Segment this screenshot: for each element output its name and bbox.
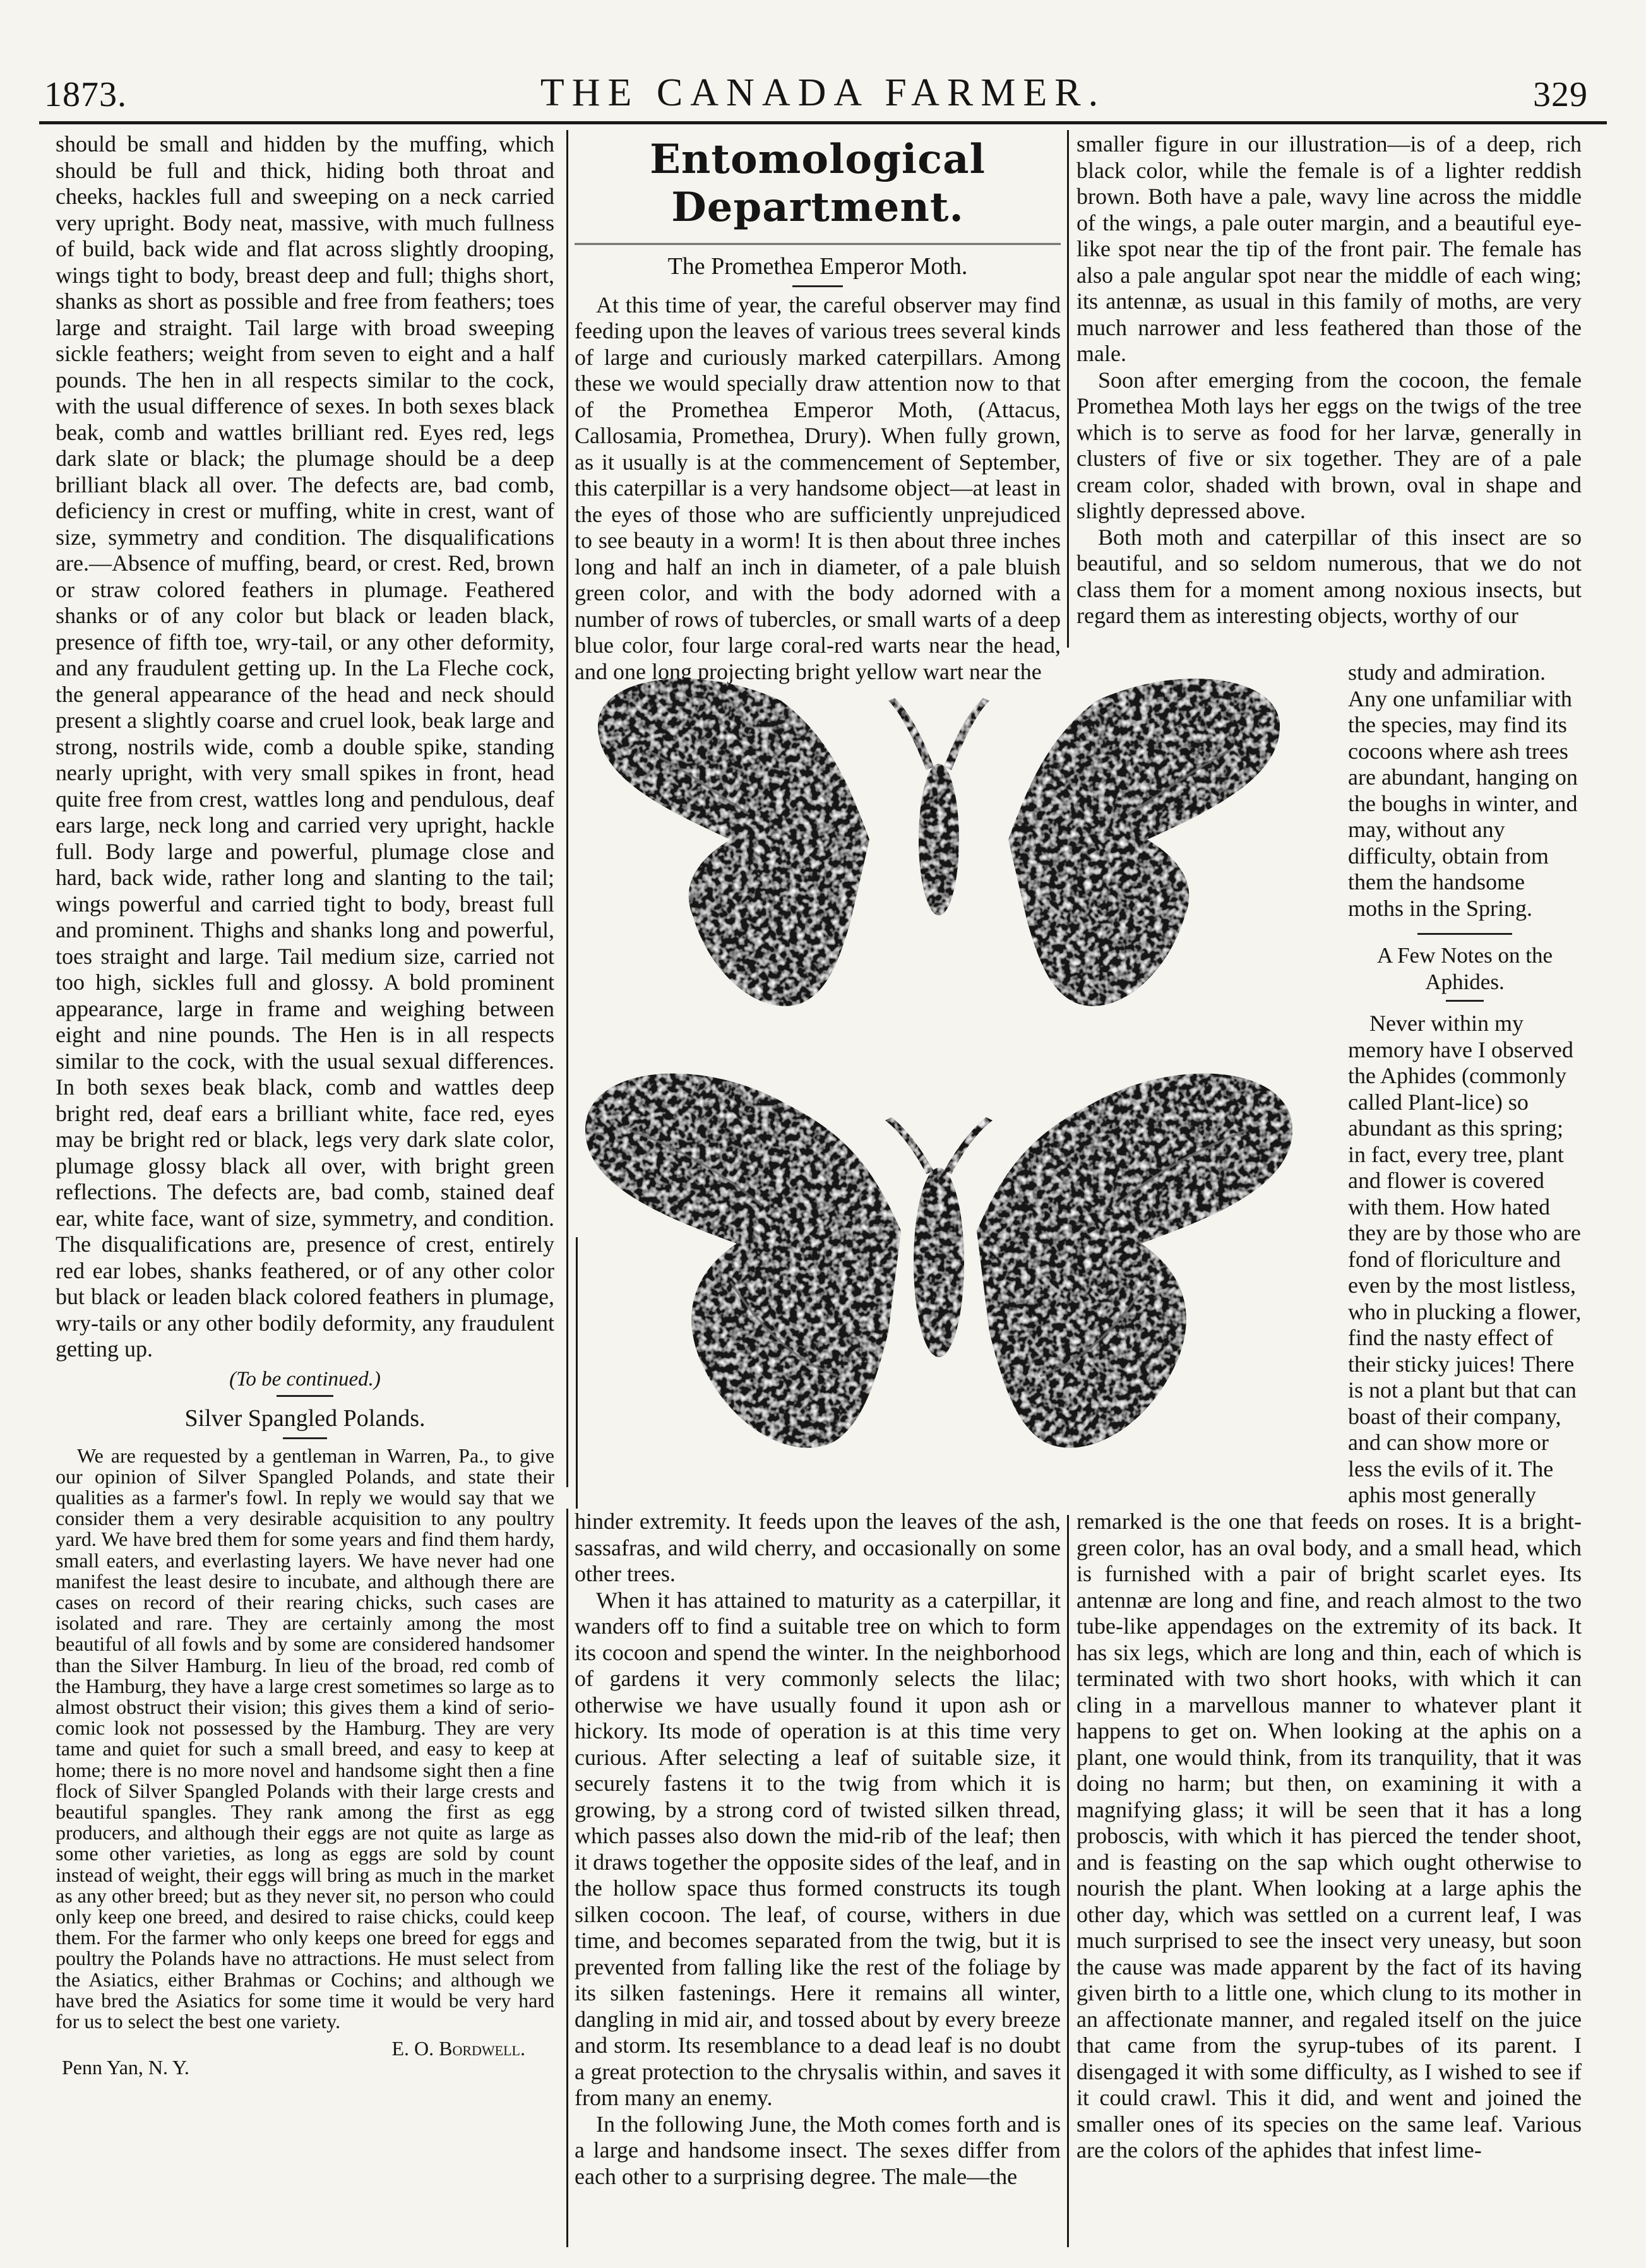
newspaper-title: THE CANADA FARMER. <box>540 71 1106 114</box>
aphides-intro-text: Never within my memory have I observed the Aphides (commonly called Plant-lice) so abundant as this spring; in fact, every tree, plant and flower is covered with them. How hated they are by those who are fond of floriculture and even by the most listless, who in plucking a flower, find the nasty effect of their sticky juices! There is not a plant but that can boast of their company, and can show more or less the evils of it. The aphis most generally <box>1348 1011 1582 1507</box>
aphides-title-line-1: A Few Notes on the <box>1376 943 1553 968</box>
moth-eggs-text: Soon after emerging from the cocoon, the female Promethea Moth lays her eggs on the twigs of the tree which is to serve as food for her larvæ, generally in clusters of five or six together. They are of a pale cream color, shaded with brown, oval in shape and slightly depressed above. <box>1076 367 1582 523</box>
column-divider-2 <box>1067 130 1069 648</box>
moth-feeding-text: hinder extremity. It feeds upon the leaves of the ash, sassafras, and wild cherry, and occasionally on some other trees. <box>575 1509 1061 1586</box>
column-moth-continued <box>1076 131 1582 629</box>
moth-illustration <box>573 650 1340 1499</box>
title-underline <box>1446 1000 1484 1002</box>
aphides-roses-text: remarked is the one that feeds on roses. It is a bright-green color, has an oval body, and a small head, which is furnished with a pair of bright scarlet eyes. Its antennæ are long and fine, and reach almost to the two tube-like appendages on the extremity of its back. It has six legs, which are long and thin, each of which is terminated with two short hooks, with which it can cling in a marvellous manner to whatever plant it happens to get on. When looking at the aphis on a plant, one would think, from its tranquility, that it was doing no harm; but then, on examining it with a magnifying glass; it will be seen that it has a long proboscis, with which it has pierced the tender shoot, and is feasting on the sap which ought otherwise to nourish the plant. When looking at a large aphis the other day, which was settled on a current leaf, I was much surprised to see the insect very uneasy, but soon the cause was made apparent by the fact of its having given birth to a little one, which clung to its mother in an affectionate manner, and regaled itself on the juice that came from the syrup-tubes of its parent. I disengaged it with some difficulty, as I wished to see if it could crawl. This it did, and went and joined the smaller ones of its species on the same leaf. Various are the colors of the aphides that infest lime- <box>1076 1509 1582 2163</box>
department-rule <box>575 243 1061 245</box>
aphides-title-line-2: Aphides. <box>1425 969 1505 994</box>
header-rule <box>39 121 1607 124</box>
moth-intro-text: At this time of year, the careful observer may find feeding upon the leaves of various trees several kinds of large and curiously marked caterpillars. Among these we would specially draw attention now to that of the Promethea Emperor Moth, (Attacus, Callosamia, Promethea, Drury). When fully grown, as it usually is at the commencement of September, this caterpillar is a very handsome object—at least in the eyes of those who are sufficiently unprejudiced to see beauty in a worm! It is then about three inches long and half an inch in diameter, of a pale bluish green color, and with the body adorned with a number of rows of tubercles, or small warts of a deep blue color, four large coral-red warts near the head, and one long projecting bright yellow wart near the <box>575 292 1061 684</box>
signature: E. O. Bordwell. <box>391 2037 525 2060</box>
column-aphides-continued <box>1076 1509 1582 2164</box>
moth-emergence-text: In the following June, the Moth comes forth and is a large and handsome insect. The sexes differ from each other to a surprising degree. The male—the <box>575 2111 1061 2189</box>
column-poultry <box>56 131 554 2078</box>
moth-admiration-text: Both moth and caterpillar of this insect are so beautiful, and so seldom numerous, that we do not class them for a moment among noxious insects, but regard them as interesting objects, worthy of our <box>1076 524 1582 628</box>
silver-spangled-title: Silver Spangled Polands. <box>184 1405 426 1432</box>
year: 1873. <box>44 75 127 114</box>
moth-female <box>585 1074 1292 1448</box>
to-be-continued: (To be continued.) <box>229 1367 381 1391</box>
silver-spangled-text: We are requested by a gentleman in Warren, Pa., to give our opinion of Silver Spangled Polands, and state their qualities as a farmer's fowl. In reply we would say that we consider them a very desirable acquisition to any poultry yard. We have bred them for some years and find them hardy, small eaters, and everlasting layers. We have never had one manifest the least desire to incubate, and although there are cases on record of their rearing chicks, such cases are isolated and rare. They are certainly among the most beautiful of all fowls and by some are considered handsomer than the Silver Hamburg. In lieu of the broad, red comb of the Hamburg, they have a large crest sometimes so large as to almost obstruct their vision; this gives them a kind of serio-comic look not possessed by the Hamburg. They are very tame and quiet for such a small breed, and easy to keep at home; there is no more novel and handsome sight then a fine flock of Silver Spangled Polands with their large crests and beautiful spangles. They rank among the first as egg producers, and although their eggs are not quite as large as some other varieties, as long as eggs are sold by count instead of weight, their eggs will bring as much in the market as any other breed; but as they never sit, no person who could only keep one breed, and desired to raise chicks, could keep them. For the farmer who only keeps one breed for eggs and poultry the Polands have no attractions. He must select from the Asiatics, either Brahmas or Cochins; and although we have bred the Asiatics for some time it would be very hard for us to select the best one variety. <box>56 1444 555 2033</box>
place: Penn Yan, N. Y. <box>62 2056 189 2079</box>
moth-male <box>598 679 1280 1006</box>
moth-cocoon-text: When it has attained to maturity as a caterpillar, it wanders off to find a suitable tree on which to form its cocoon and spend the winter. In the neighborhood of gardens it very commonly selects the lilac; otherwise we have usually found it upon ash or hickory. Its mode of operation is at this time very curious. After selecting a leaf of suitable size, it securely fastens it to the twig from which it is growing, by a strong cord of twisted silken thread, which passes also down the mid-rib of the leaf; then it draws together the opposite sides of the leaf, and in the hollow space thus formed constructs its tough silken cocoon. The leaf, of course, withers in due time, and becomes separated from the twig, but it is prevented from falling like the rest of the foliage by its silken fastenings. Here it remains all winter, dangling in mid air, and tossed about by every breeze and storm. Its resemblance to a dead leaf is no doubt a great protection to the chrysalis within, and saves it from many an enemy. <box>575 1587 1061 2110</box>
page-number: 329 <box>1533 75 1588 114</box>
moth-colors-text: smaller figure in our illustration—is of a deep, rich black color, while the female is of a lighter reddish brown. Both have a pale, wavy line across the middle of the wings, a pale outer margin, and a beautiful eye-like spot near the tip of the front pair. The female has also a pale angular spot near the middle of each wing; its antennæ, as usual in this family of moths, are very much narrower and less feathered than those of the male. <box>1076 131 1582 366</box>
column-wrap-beside-image <box>1348 660 1582 1509</box>
article-title: The Promethea Emperor Moth. <box>667 253 968 280</box>
section-rule <box>1417 933 1512 935</box>
column-entomology-continued <box>575 1509 1061 2190</box>
title-underline <box>792 285 843 287</box>
column-divider-1-lower <box>566 1509 568 2247</box>
column-entomology <box>575 136 1061 685</box>
department-title: Entomological Department. <box>650 136 986 231</box>
moth-figure <box>573 650 1340 1499</box>
moth-study-text: study and admiration. Any one unfamiliar with the species, may find its cocoons where ash trees are abundant, hanging on the boughs in winter, and may, without any difficulty, obtain from them the handsome moths in the Spring. <box>1348 660 1578 921</box>
column-divider-2-lower <box>1067 1515 1069 2247</box>
poultry-standard-text: should be small and hidden by the muffing, which should be full and thick, hiding both throat and cheeks, hackles full and sweeping on a neck carried very upright. Body neat, massive, with much fullness of build, back wide and flat across slightly drooping, wings tight to body, breast deep and full; thighs short, shanks as short as possible and free from feathers; toes large and straight. Tail large with broad sweeping sickle feathers; weight from seven to eight and a half pounds. The hen in all respects similar to the cock, with the usual difference of sexes. In both sexes black beak, comb and wattles brilliant red. Eyes red, legs dark slate or black; the plumage should be a deep brilliant black all over. The defects are, bad comb, deficiency in crest or muffing, white in crest, want of size, symmetry and condition. The disqualifications are.—Absence of muffing, beard, or crest. Red, brown or straw colored feathers in plumage. Feathered shanks or of any color but black or leaden black, presence of fifth toe, wry-tail, or any other deformity, and any fraudulent getting up. In the La Fleche cock, the general appearance of the head and neck should present a slightly coarse and cruel look, beak large and strong, nostrils wide, comb a double spike, standing nearly upright, with very small spikes in front, head quite free from crest, wattles long and pendulous, deaf ears large, neck long and carried very upright, hackle full. Body large and powerful, plumage close and hard, back wide, rather long and slanting to the tail; wings powerful and carried tight to body, breast full and prominent. Thighs and shanks long and powerful, toes straight and large. Tail medium size, carried not too high, sickles full and glossy. A bold prominent appearance, large in frame and weighing between eight and nine pounds. The Hen is in all respects similar to the cock, with the usual sexual differences. In both sexes beak black, comb and wattles deep bright red, deaf ears a brilliant white, face red, eyes may be bright red or black, legs very dark slate color, plumage glossy black all over, with bright green reflections. The defects are, bad comb, stained deaf ear, white face, want of size, symmetry, and condition. The disqualifications are, presence of crest, entirely red ear lobes, shanks feathered, or of any other color but black or leaden black colored feathers in plumage, wry-tails or any other bodily deformity, any fraudulent getting up. <box>56 131 554 1362</box>
title-underline <box>283 1437 327 1439</box>
section-rule <box>277 1395 333 1397</box>
column-divider-1 <box>566 130 568 1487</box>
